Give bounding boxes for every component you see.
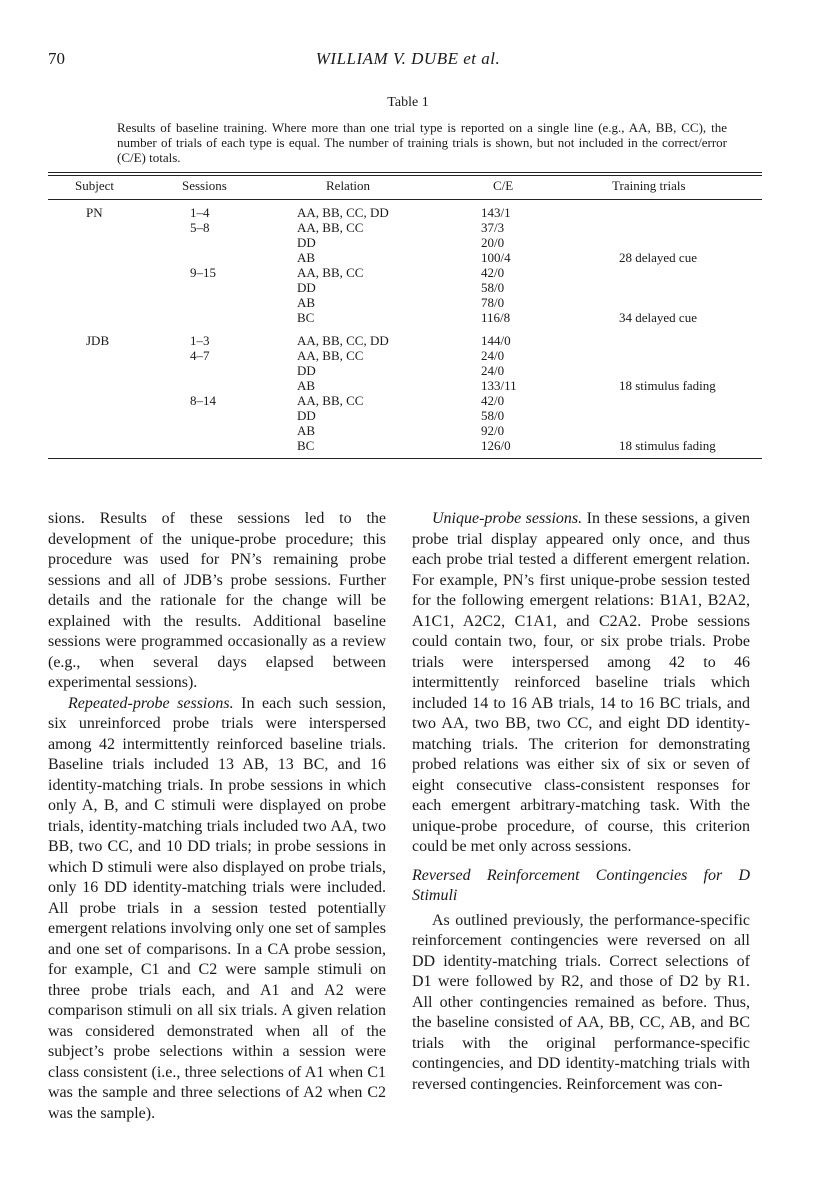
cell-subject: PN: [86, 205, 103, 220]
cell-sessions: 4–7: [190, 348, 210, 363]
cell-sessions: 1–3: [190, 333, 210, 348]
table-rule-top: [48, 172, 762, 173]
cell-training-trials: 18 stimulus fading: [619, 378, 716, 393]
cell-relation: AA, BB, CC: [297, 220, 364, 235]
cell-ce: 37/3: [481, 220, 505, 235]
table-caption: Results of baseline training. Where more than one trial type is reported on a single line (e.g., AA, BB, CC), the number of trials of each type is equal. The number of training trials is shown, but not included in the correct/error (C/E) totals.: [117, 120, 727, 165]
table-row: [48, 378, 762, 393]
cell-relation: AB: [297, 423, 316, 438]
paragraph-body: In each such session, six unreinforced probe trials were interspersed among 42 intermittently reinforced baseline trials. Baseline trials included 13 AB, 13 BC, and 16 identity-matching trials. In probe sessions in which only A, B, and C stimuli were displayed on probe trials, identity-matching trials included two AA, two BB, two CC, and 10 DD trials; in probe sessions in which D stimuli were also displayed on probe trials, only 16 DD identity-matching trials were included. All probe trials in a session tested potentially emergent relations involving only one set of samples and one set of comparisons. In a CA probe session, for example, C1 and C2 were sample stimuli on three probe trials each, and A1 and A2 were comparison stimuli on all six trials. A given relation was considered demonstrated when all of the subject’s probe selections within a session were class consistent (i.e., three selections of A1 when C1 was the sample and three selections of A2 when C2 was the sample).: [48, 694, 386, 1122]
cell-ce: 78/0: [481, 295, 505, 310]
table-title: Table 1: [387, 95, 429, 110]
cell-ce: 100/4: [481, 250, 511, 265]
cell-relation: AB: [297, 295, 316, 310]
cell-ce: 144/0: [481, 333, 511, 348]
cell-relation: DD: [297, 280, 316, 295]
table-row: [48, 408, 762, 423]
cell-relation: DD: [297, 235, 316, 250]
table-row: [48, 280, 762, 295]
table-row: [48, 310, 762, 325]
cell-ce: 133/11: [481, 378, 517, 393]
right-column: [412, 509, 750, 1095]
paragraph: As outlined previously, the performance-specific reinforcement contingencies were reversed on all DD identity-matching trials. Correct selections of D1 were followed by R2, and those of D2 by R1. All other contingencies remained as before. Thus, the baseline consisted of AA, BB, CC, AB, and BC trials with the original performance-specific contingencies, and DD identity-matching trials with reversed contingencies. Reinforcement was con-: [412, 911, 750, 1093]
cell-training-trials: 34 delayed cue: [619, 310, 697, 325]
cell-sessions: 9–15: [190, 265, 216, 280]
table-row: [48, 363, 762, 378]
table-row: [48, 423, 762, 438]
cell-relation: DD: [297, 408, 316, 423]
cell-relation: AA, BB, CC: [297, 393, 364, 408]
cell-relation: AA, BB, CC, DD: [297, 205, 389, 220]
cell-ce: 58/0: [481, 408, 505, 423]
table-row: [48, 438, 762, 453]
table-row: [48, 250, 762, 265]
cell-sessions: 5–8: [190, 220, 210, 235]
table-row: [48, 348, 762, 363]
cell-ce: 143/1: [481, 205, 511, 220]
cell-ce: 42/0: [481, 393, 505, 408]
table-row: [48, 205, 762, 220]
paragraph: [412, 509, 750, 858]
cell-relation: BC: [297, 310, 315, 325]
cell-training-trials: 28 delayed cue: [619, 250, 697, 265]
paragraph: [48, 694, 386, 1125]
page-header: [48, 49, 768, 73]
cell-relation: AB: [297, 378, 316, 393]
column-header-ce: C/E: [493, 178, 514, 193]
cell-ce: 24/0: [481, 348, 505, 363]
run-in-heading: Repeated-probe sessions.: [68, 694, 234, 712]
run-in-heading: Unique-probe sessions.: [432, 510, 583, 527]
paragraph-body: In these sessions, a given probe trial display appeared only once, and thus each probe trial tested a different emergent relation. For example, PN’s first unique-probe session tested for the following emergent relations: B1A1, B2A2, A1C1, A2C2, C1A1, and C2A2. Probe sessions could contain two, four, or six probe trials. Probe trials were interspersed among 42 to 46 intermittently reinforced baseline trials which included 14 to 16 AB trials, 14 to 16 BC trials, and two AA, two BB, two CC, and eight DD identity-matching trials. The criterion for demonstrating probed relations was either six of six or seven of eight consecutive class-consistent responses for each emergent arbitrary-matching task. With the unique-probe procedure, of course, this criterion could be met only across sessions.: [412, 510, 750, 855]
column-header-sessions: Sessions: [182, 178, 227, 193]
cell-subject: JDB: [86, 333, 110, 348]
cell-sessions: 8–14: [190, 393, 216, 408]
table-rule-top-double: [48, 175, 762, 176]
cell-relation: AA, BB, CC: [297, 348, 364, 363]
cell-ce: 126/0: [481, 438, 511, 453]
cell-sessions: 1–4: [190, 205, 210, 220]
cell-ce: 116/8: [481, 310, 511, 325]
column-header-relation: Relation: [326, 178, 371, 193]
column-header-subject: Subject: [75, 178, 114, 193]
cell-ce: 42/0: [481, 265, 505, 280]
table-row: [48, 295, 762, 310]
table-row: [48, 220, 762, 235]
table-row: [48, 265, 762, 280]
cell-ce: 92/0: [481, 423, 505, 438]
cell-relation: AB: [297, 250, 316, 265]
table-row: [48, 235, 762, 250]
cell-training-trials: 18 stimulus fading: [619, 438, 716, 453]
cell-ce: 58/0: [481, 280, 505, 295]
table-rule-header: [48, 199, 762, 200]
running-head: WILLIAM V. DUBE et al.: [315, 49, 501, 68]
cell-ce: 24/0: [481, 363, 505, 378]
table-row: [48, 393, 762, 408]
cell-relation: AA, BB, CC, DD: [297, 333, 389, 348]
table-body: [48, 205, 762, 453]
cell-relation: AA, BB, CC: [297, 265, 364, 280]
column-header-training-trials: Training trials: [612, 178, 686, 193]
left-column: [48, 509, 386, 1124]
section-subheading: Reversed Reinforcement Contingencies for D Stimuli: [412, 866, 750, 904]
page-number: 70: [48, 49, 65, 68]
cell-relation: BC: [297, 438, 315, 453]
cell-relation: DD: [297, 363, 316, 378]
table-row: [48, 333, 762, 348]
paragraph: sions. Results of these sessions led to the development of the unique-probe procedure; this procedure was used for PN’s remaining probe sessions and all of JDB’s probe sessions. Further details and the rationale for the change will be explained with the results. Additional baseline sessions were programmed occasionally as a review (e.g., when several days elapsed between experimental sessions).: [48, 510, 386, 691]
table-rule-bottom: [48, 458, 762, 459]
cell-ce: 20/0: [481, 235, 505, 250]
